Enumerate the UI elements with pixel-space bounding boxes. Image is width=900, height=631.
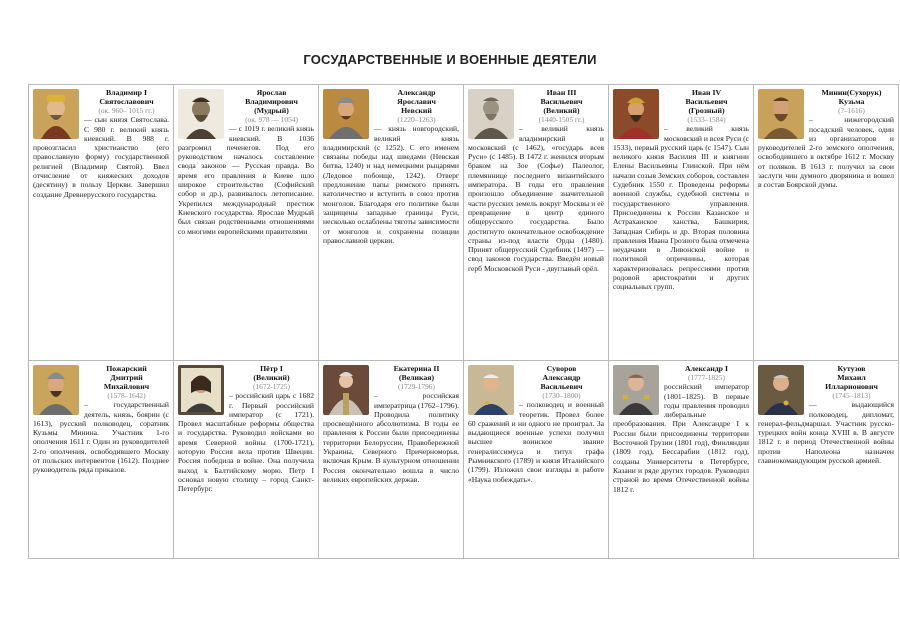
page-title: ГОСУДАРСТВЕННЫЕ И ВОЕННЫЕ ДЕЯТЕЛИ [303,52,597,67]
portrait-catherine2-icon [323,365,369,415]
figure-dates: (ок. 960– 1015 гг.) [98,106,155,115]
figure-card [464,85,609,361]
figure-card [609,85,754,361]
portrait-suvorov-icon [468,365,514,415]
figure-dates: (1745–1813) [832,391,871,400]
figures-table [28,84,899,559]
portrait-yaroslav-icon [178,89,224,139]
figure-name: Минин(Сухорук) Кузьма [821,88,882,106]
figure-dates: (1730–1800) [542,391,581,400]
portrait-pozharsky-icon [33,365,79,415]
figure-name: Владимир I Святославович [99,88,154,106]
figure-dates: (1777-1825) [688,373,725,382]
figure-dates: (?–1616) [838,106,865,115]
figure-bio: – полководец и военный теоретик. Провел более 60 сражений и ни одного не проиграл. За выдающиеся военные успехи получил высшее воинское звание генералиссимуса и титул графа Рымникского (1789) и князя Италийского (1799). Изложил свои взгляды в работе «Наука побеждать». [468,400,604,484]
figure-name: Александр I [685,364,728,373]
figure-name: Иван III Васильевич (Великий) [540,88,583,115]
figure-bio: – российская императрица (1762–1796). Проводила политику просвещённого абсолютизма. В годы ее правления к России были присоединены территории Белоруссии, Правобережной Украины, Северного Причерноморья, включая Крым. В культурном отношении Россия окончательно вошла в число великих европейских держав. [323,391,460,484]
portrait-peter1-icon [178,365,224,415]
figure-bio: – государственный деятель, князь, боярин (с 1613), русский полководец, соратник Кузьмы Минина. Участник 1-го ополчения 1611 г. Один из руководителей 2-го ополчения, освободившего Москву от польских интервентов (1612). Позднее руководитель ряда приказов. [33,400,169,475]
portrait-kutuzov-icon [758,365,804,415]
figure-bio: – российский царь с 1682 г. Первый российский император (с 1721). Провел масштабные реформы общества и государства. Руководил войсками во время Северной войны (1700-1721), которую Россия вела против Швеции. Россия победила в войне. Она получила выход к Балтийскому морю. Петр I основал новую столицу – город Санкт-Петербург. [178,391,314,494]
figure-dates: (1672-1725) [253,382,290,391]
figure-dates: (1578–1642) [107,391,146,400]
figure-bio: — сын князя Святослава. С 980 г. великий князь киевский. В 988 г. провозгласил христианство (его православную форму) государственной религией (Владимир Святой). Ввел отчисление от княжеских доходов (десятину) в пользу Церкви. Завершил создание Древнерусского государства. [33,115,169,199]
figure-bio: – великий князь московский и всея Руси (с 1533), первый русский царь (с 1547). Сын великого князя Василия III и княгини Елены Васильевны Глинской. При нём начали созыв Земских соборов, составлен Судебник 1550 г. Проведены реформы военной службы, судебной системы и государственного управления. Присоединены к России Казанское и Астраханское ханства, Башкирия, Западная Сибирь и др. Вторая половина правления Ивана Грозного была отмечена неудачами в Ливонской войне и политикой опричнины, которая характеризовалась репрессиями против родовой аристократии и других социальных групп. [613,124,749,292]
figure-name: Иван IV Васильевич (Грозный) [685,88,728,115]
figure-name: Ярослав Владимирович (Мудрый) [245,88,298,115]
portrait-vladimir-icon [33,89,79,139]
figure-dates: (1440-1505 гг.) [538,115,585,124]
figure-name: Пожарский Дмитрий Михайлович [103,364,150,391]
figure-card [29,361,174,559]
figure-bio: — выдающийся полководец, дипломат, генерал-фельдмаршал. Участник русско-турецких войн конца XVIII в. В августе 1812 г. в период Отечественной войны против Наполеона назначен главнокомандующим русской армией. [758,400,894,466]
figure-bio: российский император (1801–1825). В первые годы правления проводил либеральные преобразования. При Александре I к России были присоединены территории Восточной Грузии (1801 год), Финляндии (1809 год), Бессарабии (1812 год), созданы Университеты в Петербурге, Казани и ряде других городов. Руководил страной во время Отечественной войны 1812 г. [613,382,749,494]
figure-dates: (1533–1584) [687,115,726,124]
portrait-nevsky-icon [323,89,369,139]
figure-dates: (ок. 978 — 1054) [245,115,298,124]
figure-name: Александр Ярославич Невский [397,88,436,115]
portrait-alexander1-icon [613,365,659,415]
figure-card [29,85,174,361]
figure-card [319,361,464,559]
figure-name: Пётр I (Великий) [253,364,290,382]
figure-card [609,361,754,559]
figure-dates: (1729-1796) [398,382,435,391]
figure-name: Кутузов Михаил Илларионович [825,364,878,391]
figure-bio: — князь новгородский, великий князь владимирский (с 1252). С его именем связаны победы над шведами (Невская битва, 1240) и над немецкими рыцарями (Ледовое побоище, 1242). Отверг предложение папы римского принять католичество и вступить в союз против монголов. Благодаря его политике были защищены западные границы Руси, несколько ослаблены тяготы зависимости от монголов и сохранены позиции православной церкви. [323,124,459,245]
figure-name: Суворов Александр Васильевич [540,364,583,391]
figure-card [319,85,464,361]
figure-name: Екатерина II (Великая) [393,364,440,382]
figure-bio: — с 1019 г. великий князь киевский. В 1036 разгромил печенегов. Под его руководством началось составление свода законов — Русская правда. Во время его правления в Киеве шло широкое строительство (Софийский собор и др.), развивалось летописание. Укрепился международный престиж Киевского государства. Ярослав Мудрый был связан родственными отношениями со многими европейскими правителями [178,124,314,236]
figure-bio: – великий князь владимирский и московский (с 1462), «государь всея Руси» (с 1485). В 1472 г. женился вторым браком на Зое (Софье) Палеолог, племяннице последнего византийского императора. В годы его правления произошло объединение значительной части русских земель вокруг Москвы и её превращение в центр единого общерусского государства. Было достигнуто окончательное освобождение страны из-под власти Орды (1480). Принят общерусский Судебник (1497) — свод законов государства. Введён новый герб Московской Руси - двуглавый орёл. [468,124,604,273]
figure-card [174,361,319,559]
figure-dates: (1220–1263) [397,115,436,124]
figure-bio: – нижегородский посадский человек, один из организаторов и руководителей 2-го земского ополчения, освободившего в октябре 1612 г. Москву от поляков. В 1613 г. получил за свои заслуги чин думного дворянина и вошел в состав Боярской думы. [758,115,894,190]
portrait-minin-icon [758,89,804,139]
figure-card [754,361,899,559]
portrait-ivan3-icon [468,89,514,139]
figure-card [464,361,609,559]
figure-card [754,85,899,361]
figure-card [174,85,319,361]
portrait-ivan4-icon [613,89,659,139]
